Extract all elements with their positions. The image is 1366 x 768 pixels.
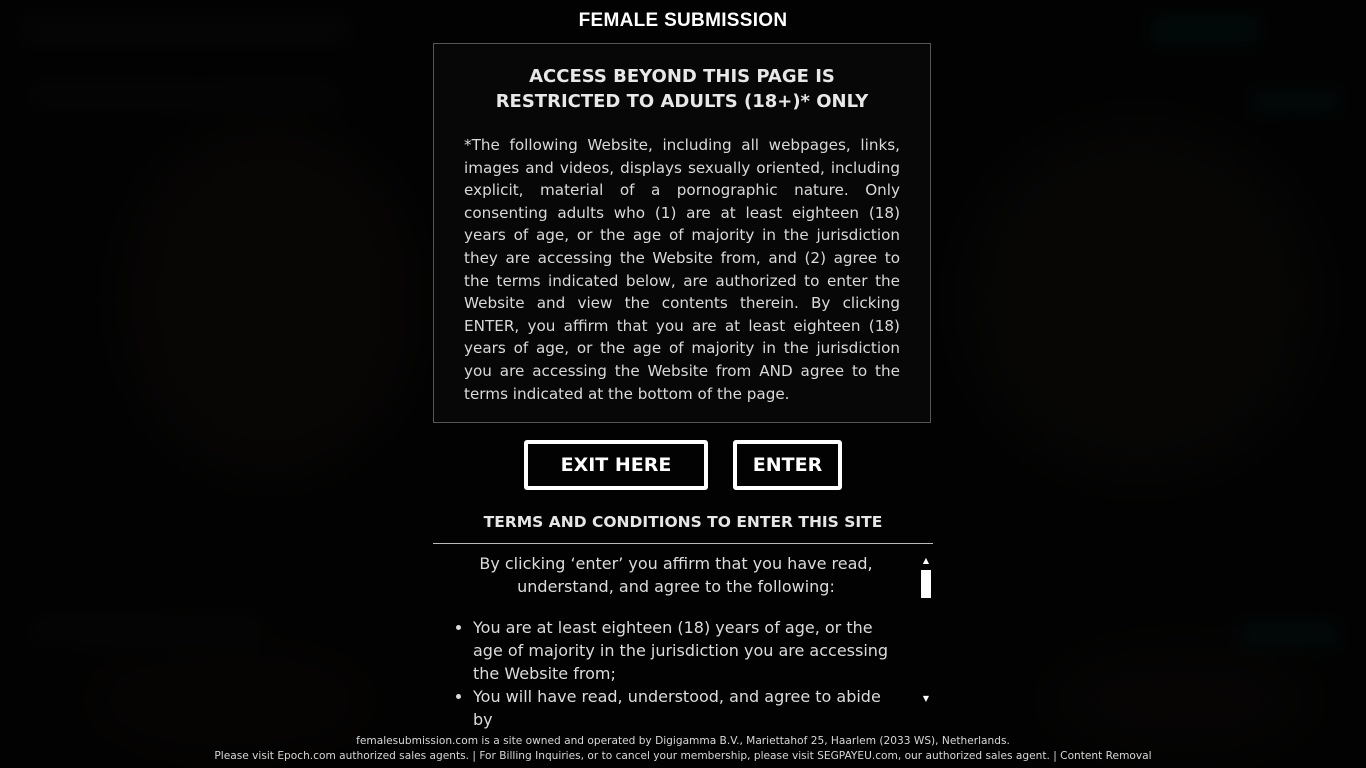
terms-title: TERMS AND CONDITIONS TO ENTER THIS SITE xyxy=(483,513,883,531)
epoch-link[interactable]: Epoch.com xyxy=(277,750,336,762)
footer-ownership-text: femalesubmission.com is a site owned and operated by Digigamma B.V., Mariettahof 25, Haarlem (2033 WS), Netherlands. xyxy=(356,735,1010,747)
content-removal-link[interactable]: Content Removal xyxy=(1060,750,1152,762)
scroll-up-arrow-icon[interactable]: ▲ xyxy=(922,556,930,565)
enter-button[interactable]: ENTER xyxy=(733,440,842,490)
warning-heading-line2: RESTRICTED TO ADULTS (18+)* ONLY xyxy=(495,91,869,112)
footer xyxy=(0,734,1366,764)
terms-scroll-area[interactable] xyxy=(433,552,919,729)
footer-agent-text: , our authorized sales agent. | xyxy=(897,750,1057,762)
exit-here-button[interactable]: EXIT HERE xyxy=(524,440,708,490)
footer-agents-text: authorized sales agents. | xyxy=(339,750,476,762)
age-warning-box xyxy=(433,43,931,423)
warning-heading-line1: ACCESS BEYOND THIS PAGE IS xyxy=(529,66,835,87)
scroll-down-arrow-icon[interactable]: ▼ xyxy=(922,694,930,703)
warning-heading xyxy=(434,64,930,114)
site-title: FEMALE SUBMISSION xyxy=(578,10,788,31)
warning-body-text: *The following Website, including all webpages, links, images and videos, displays sexually oriented, including explicit, material of a pornographic nature. Only consenting adults who (1) are at least eighteen (18) years of age, or the age of majority in the jurisdiction they are accessing the Website from, and (2) agree to the terms indicated below, are authorized to enter the Website and view the contents therein. By clicking ENTER, you affirm that you are at least eighteen (18) years of age, or the age of majority in the jurisdiction you are accessing the Website from AND agree to the terms indicated at the bottom of the page. xyxy=(464,136,900,403)
billing-inquiries-link[interactable]: For Billing Inquiries, or to cancel your membership, please visit xyxy=(479,750,814,762)
terms-list-item: • You are at least eighteen (18) years of age, or the age of majority in the jurisdiction you are accessing the Website from; xyxy=(473,616,919,685)
scrollbar-thumb[interactable] xyxy=(921,570,931,598)
terms-intro: By clicking ‘enter’ you affirm that you have read, understand, and agree to the following: xyxy=(479,554,873,596)
terms-list-item: • You will have read, understood, and agree to abide by xyxy=(473,685,919,731)
segpay-link[interactable]: SEGPAYEU.com xyxy=(817,750,898,762)
terms-list xyxy=(433,616,919,731)
terms-scrollbar[interactable] xyxy=(919,556,933,704)
terms-divider xyxy=(433,543,933,544)
footer-links-line xyxy=(0,749,1366,764)
footer-visit-text: Please visit xyxy=(214,750,274,762)
